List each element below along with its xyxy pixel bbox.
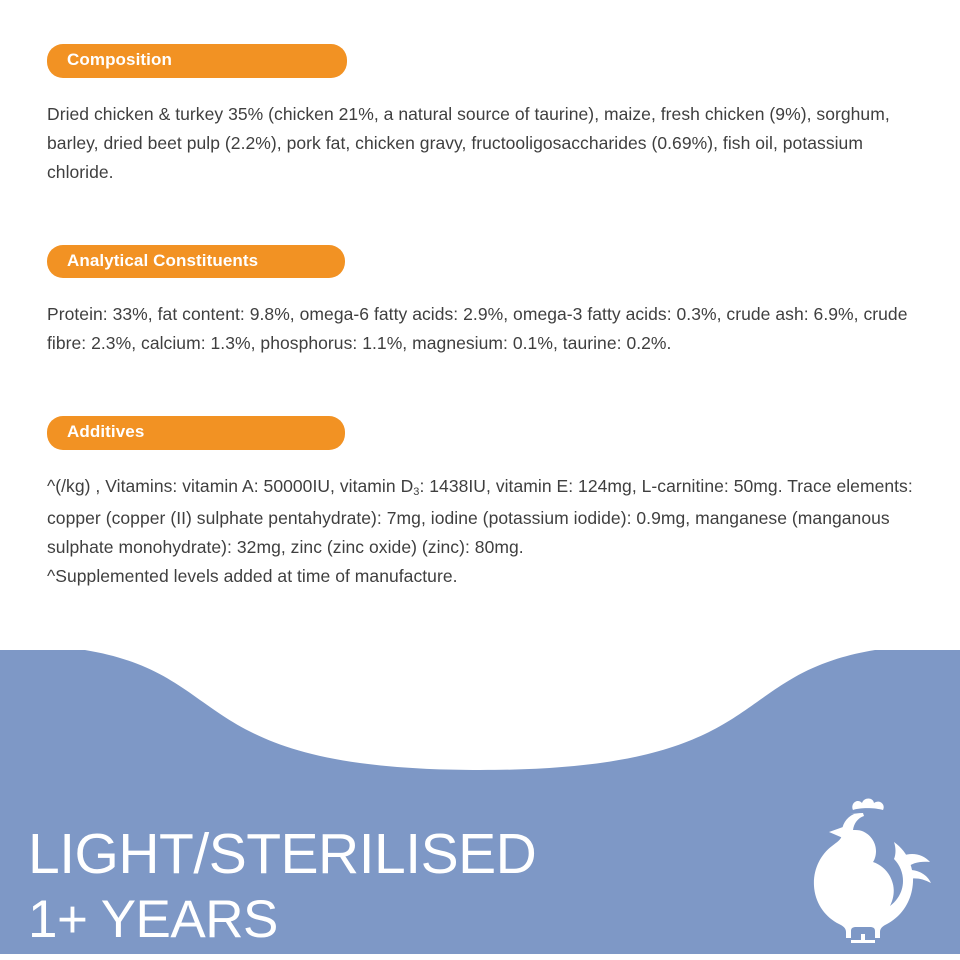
section-additives	[47, 416, 916, 591]
footer-title-line1: LIGHT/STERILISED	[28, 822, 537, 886]
additives-paragraph	[47, 472, 916, 562]
section-analytical-constituents	[47, 245, 916, 359]
additives-heading-pill: Additives	[47, 416, 345, 450]
additives-text-post: : 1438IU, vitamin E: 124mg, L-carnitine: 50mg. Trace elements: copper (copper (II) sulphate pentahydrate): 7mg, iodine (potassium iodide): 0.9mg, manganese (manganous sulphate monohydrate): 32mg, zinc (zinc oxide) (zinc): 80mg.	[47, 476, 913, 558]
analytical-constituents-paragraph: Protein: 33%, fat content: 9.8%, omega-6 fatty acids: 2.9%, omega-3 fatty acids: 0.3%, crude ash: 6.9%, crude fibre: 2.3%, calcium: 1.3%, phosphorus: 1.1%, magnesium: 0.1%, taurine: 0.2%.	[47, 304, 908, 354]
additives-text-pre: ^(/kg) , Vitamins: vitamin A: 50000IU, vitamin D	[47, 476, 414, 497]
chicken-icon	[798, 794, 938, 944]
additives-footnote: ^Supplemented levels added at time of manufacture.	[47, 566, 458, 587]
vitamin-d3-subscript: 3	[413, 486, 420, 499]
composition-text	[47, 100, 916, 187]
analytical-constituents-text	[47, 300, 916, 358]
composition-heading-pill: Composition	[47, 44, 347, 78]
section-composition	[47, 44, 916, 187]
composition-paragraph: Dried chicken & turkey 35% (chicken 21%, a natural source of taurine), maize, fresh chicken (9%), sorghum, barley, dried beet pulp (2.2%), pork fat, chicken gravy, fructooligosaccharides (0.69%), fish oil, potassium chloride.	[47, 103, 890, 182]
analytical-constituents-heading-pill: Analytical Constituents	[47, 245, 345, 279]
footer-title-line2: 1+ YEARS	[28, 890, 278, 949]
footer-title-group	[28, 822, 537, 949]
additives-text	[47, 472, 916, 591]
